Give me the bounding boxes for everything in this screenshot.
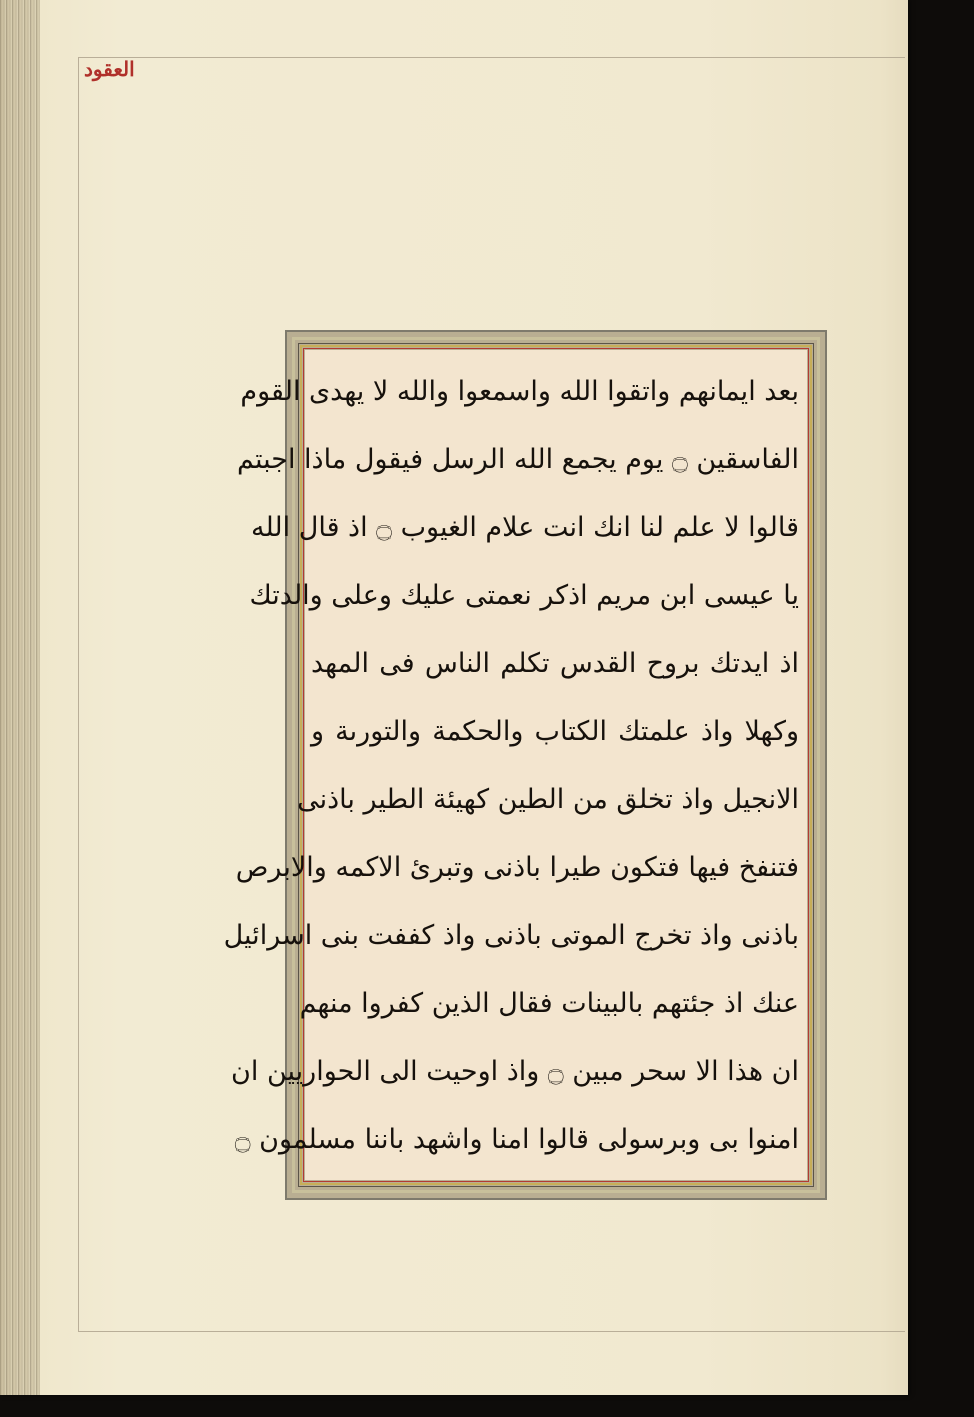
text-line: امنوا بى وبرسولى قالوا امنا واشهد باننا مسلمون ۝	[234, 1124, 799, 1155]
calligraphy-block	[223, 350, 807, 1180]
text-line: الفاسقين ۝ يوم يجمع الله الرسل فيقول ماذا اجبتم	[237, 444, 799, 475]
text-panel	[223, 330, 827, 1200]
page-edges	[0, 0, 40, 1395]
text-line: اذ ايدتك بروح القدس تكلم الناس فى المهد	[311, 648, 799, 679]
text-line: الانجيل واذ تخلق من الطين كهيئة الطير باذنى	[297, 784, 799, 815]
text-line: ان هذا الا سحر مبين ۝ واذ اوحيت الى الحواريين ان	[231, 1056, 799, 1087]
text-line: عنك اذ جئتهم بالبينات فقال الذين كفروا منهم	[299, 988, 799, 1019]
text-line: وكهلا واذ علمتك الكتاب والحكمة والتورىة و	[311, 716, 799, 747]
text-line: فتنفخ فيها فتكون طيرا باذنى وتبرئ الاكمه والابرص	[235, 852, 799, 883]
surah-header: العقود	[84, 57, 135, 81]
text-line: قالوا لا علم لنا انك انت علام الغيوب ۝ اذ قال الله	[251, 512, 799, 543]
text-line: باذنى واذ تخرج الموتى باذنى واذ كففت بنى اسرائيل	[223, 920, 799, 951]
text-line: بعد ايمانهم واتقوا الله واسمعوا والله لا يهدى القوم	[240, 376, 799, 407]
scan-background	[905, 0, 974, 1417]
text-line: يا عيسى ابن مريم اذكر نعمتى عليك وعلى والدتك	[249, 580, 799, 611]
